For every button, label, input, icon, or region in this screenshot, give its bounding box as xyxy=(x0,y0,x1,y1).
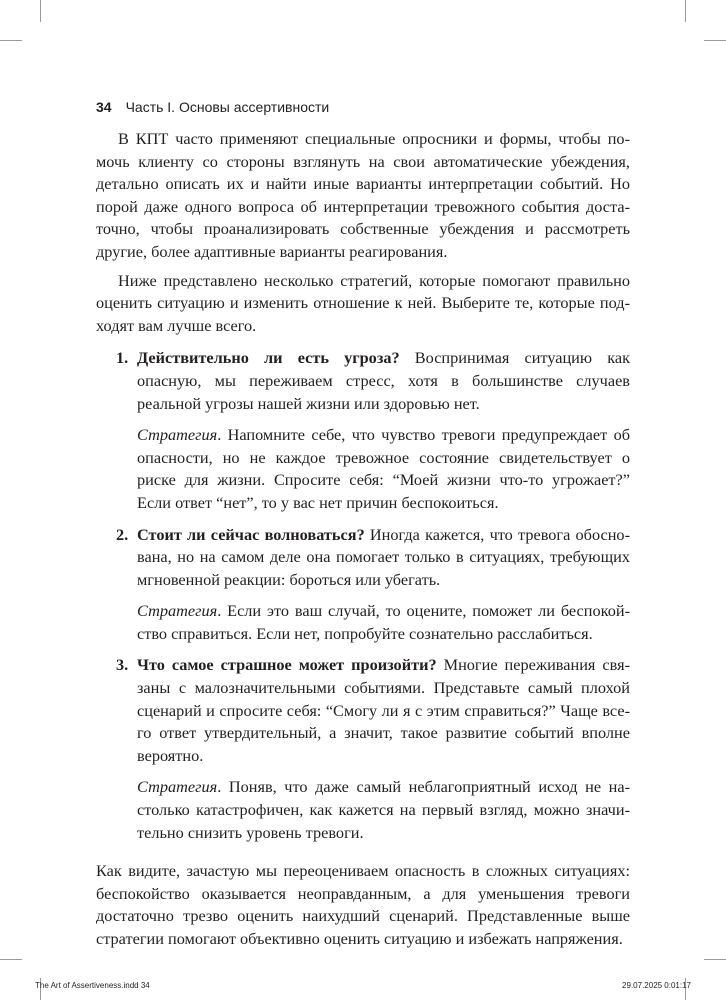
strategy-label: Стратегия xyxy=(137,425,218,445)
running-title: Часть I. Основы ассертивности xyxy=(125,99,330,115)
crop-mark xyxy=(704,959,726,960)
page-number: 34 xyxy=(96,99,112,115)
list-item xyxy=(116,347,630,514)
item-lead xyxy=(137,654,630,767)
item-text: Иногда кажется, что тревога обоснована, но на самом деле она помогает только в ситуациях, требующих мгновенной реакции: бороться или убегать. xyxy=(137,524,630,589)
list-item xyxy=(116,524,630,646)
item-number: 3. xyxy=(116,655,129,675)
item-lead xyxy=(137,347,630,415)
crop-mark xyxy=(0,959,22,960)
item-title: Действительно ли есть угроза? xyxy=(137,348,400,368)
item-text: Воспринимая ситуацию как опасную, мы переживаем стресс, хотя в большинстве случаев реальной угрозы нашей жизни или здоровью нет. xyxy=(137,348,630,413)
item-title: Что самое страшное может произойти? xyxy=(137,655,437,675)
crop-mark xyxy=(40,0,41,22)
strategy-text: . Поняв, что даже самый неблагоприятный исход не настолько катастрофичен, как кажется на первый взгляд, можно значительно снизить уровень тревоги. xyxy=(137,777,630,842)
page-body xyxy=(96,128,630,951)
item-number: 2. xyxy=(116,524,129,544)
slug-datetime: 29.07.2025 0:01:17 xyxy=(622,981,691,990)
running-header xyxy=(96,99,329,115)
strategy-label: Стратегия xyxy=(137,777,218,797)
item-strategy xyxy=(137,424,630,514)
item-number: 1. xyxy=(116,348,129,368)
item-title: Стоит ли сейчас волноваться? xyxy=(137,524,365,544)
closing-paragraph: Как видите, зачастую мы переоцениваем опасность в сложных ситуациях: беспокойство оказывается неоправданным, а для уменьшения тревоги достаточно трезво оценить наихудший сценарий. Представленные выше стратегии помогают объективно оценить ситуацию и избежать напряжения. xyxy=(96,861,630,948)
crop-mark xyxy=(0,40,22,41)
item-text: Многие переживания связаны с малозначительными событиями. Представьте самый плохой сценарий и спросите себя: “Смогу ли я с этим справиться?” Чаще всего ответ утвердительный, а значит, такое развитие событий вполне вероятно. xyxy=(137,655,630,765)
item-strategy xyxy=(137,776,630,844)
item-lead xyxy=(137,524,630,592)
item-strategy xyxy=(137,600,630,645)
strategy-text: . Если это ваш случай, то оцените, поможет ли беспокойство справиться. Если нет, попробуйте сознательно расслабиться. xyxy=(137,601,630,643)
strategy-label: Стратегия xyxy=(137,601,218,621)
list-item xyxy=(116,654,630,844)
crop-mark xyxy=(704,40,726,41)
intro-paragraph-1: В КПТ часто применяют специальные опросники и формы, чтобы помочь клиенту со стороны взглянуть на свои автоматические убеждения, детально описать их и найти иные варианты интерпретации событий. Но порой даже одного вопроса об интерпретации тревожного события достаточно, чтобы проанализировать собственные убеждения и рассмотреть другие, более адаптивные варианты реагирования. xyxy=(96,129,630,261)
strategy-text: . Напомните себе, что чувство тревоги предупреждает об опасности, но не каждое тревожное состояние свидетельствует о риске для жизни. Спросите себя: “Моей жизни что-то угрожает?” Если ответ “нет”, то у вас нет причин беспокоиться. xyxy=(137,425,630,512)
strategy-list xyxy=(96,347,630,844)
slug-file-info: The Art of Assertiveness.indd 34 xyxy=(35,981,150,990)
intro-paragraph-2: Ниже представлено несколько стратегий, которые помогают правильно оценить ситуацию и изменить отношение к ней. Выберите те, которые подходят вам лучше всего. xyxy=(96,270,630,335)
crop-mark xyxy=(685,0,686,22)
